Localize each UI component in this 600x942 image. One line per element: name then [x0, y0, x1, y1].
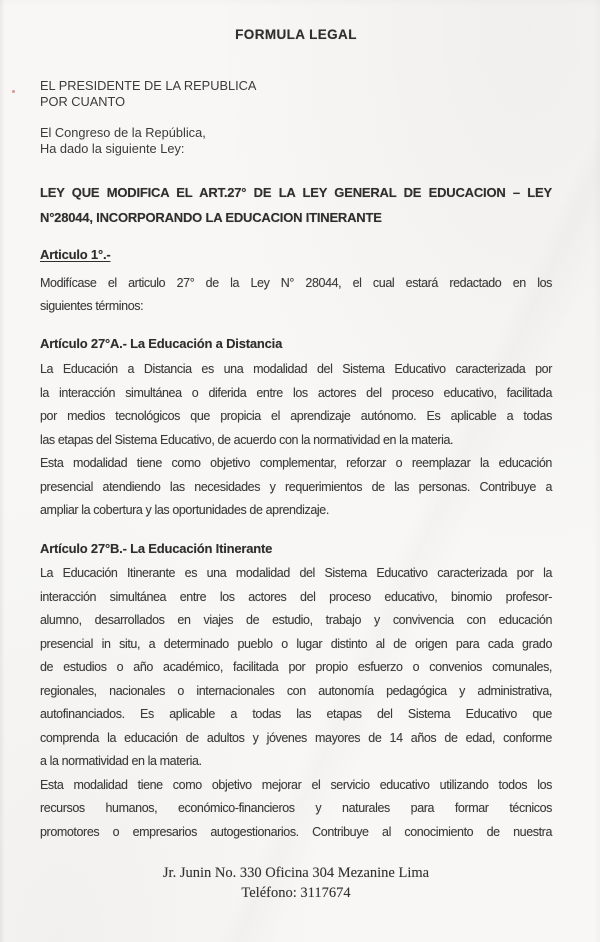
footer-phone: Teléfono: 3117674 [241, 884, 351, 901]
footer-block [40, 864, 552, 903]
body-line: la interacción simultánea o diferida entre los actores del proceso educativo, facilitada [40, 385, 552, 400]
body-line: La Educación Itinerante es una modalidad del Sistema Educativo caracterizada por la [40, 566, 552, 580]
article27a-heading: Artículo 27°A.- La Educación a Distancia [40, 335, 283, 351]
body-line: de estudios o año académico, facilitada por propio esfuerzo o convenios comunales, [40, 660, 552, 674]
body-line: promotores o empresarios autogestionarios. Contribuye al conocimiento de nuestra [40, 824, 552, 839]
congress-line: Ha dado la siguiente Ley: [40, 140, 185, 156]
article27a-body [40, 358, 552, 523]
preamble-block [40, 78, 552, 109]
body-line: presencial atendiendo las necesidades y requerimientos de las personas. Contribuye a [40, 479, 552, 494]
body-line: las etapas del Sistema Educativo, de acuerdo con la normatividad en la materia. [40, 432, 454, 447]
article27b-heading: Artículo 27°B.- La Educación Itinerante [40, 540, 273, 556]
body-line: recursos humanos, económico-financieros y naturales para formar técnicos [40, 801, 552, 815]
congress-line: El Congreso de la República, [40, 125, 206, 140]
body-line: comprenda la educación de adultos y jóvenes mayores de 14 años de edad, conforme [40, 730, 552, 745]
body-line: interacción simultánea entre los actores del proceso educativo, binomio profesor- [40, 589, 552, 604]
footer-address: Jr. Junin No. 330 Oficina 304 Mezanine Lima [162, 865, 430, 881]
article1-heading [40, 247, 552, 263]
body-line: alumno, desarrollados en viajes de estudio, trabajo y convivencia con educación [40, 613, 552, 627]
preamble-line-por-cuanto: POR CUANTO [40, 93, 126, 109]
body-line: a la normatividad en la materia. [40, 754, 202, 768]
article1-heading-text: Articulo 1°.- [40, 247, 111, 262]
body-line: Modifícase el articulo 27° de la Ley N° 28044, el cual estará redactado en los [40, 275, 552, 290]
preamble-line-presidente: EL PRESIDENTE DE LA REPUBLICA [40, 78, 257, 93]
article27b-body [40, 562, 552, 844]
law-title-line: N°28044, INCORPORANDO LA EDUCACION ITINERANTE [40, 209, 382, 225]
body-line: ampliar la cobertura y las oportunidades de aprendizaje. [40, 503, 329, 517]
body-line: La Educación a Distancia es una modalidad del Sistema Educativo caracterizada por [40, 362, 552, 376]
body-line: por medios tecnológicos que propicia el aprendizaje autónomo. Es aplicable a todas [40, 409, 552, 423]
document-title: FORMULA LEGAL [235, 27, 357, 42]
body-line: Esta modalidad tiene como objetivo mejorar el servicio educativo utilizando todos los [40, 777, 552, 792]
body-line: presencial in situ, a determinado pueblo o lugar distinto al de origen para cada grado [40, 636, 552, 651]
law-title-block [40, 181, 552, 230]
body-line: autofinanciados. Es aplicable a todas las etapas del Sistema Educativo que [40, 707, 552, 721]
congress-block [40, 125, 552, 156]
body-line: regionales, nacionales o internacionales con autonomía pedagógica y administrativa, [40, 683, 552, 698]
red-ink-speck [12, 90, 15, 93]
body-line: Esta modalidad tiene como objetivo complementar, reforzar o reemplazar la educación [40, 456, 552, 470]
law-title-line: LEY QUE MODIFICA EL ART.27° DE LA LEY GENERAL DE EDUCACION – LEY [40, 185, 552, 200]
article1-body [40, 272, 552, 319]
body-line: siguientes términos: [40, 299, 144, 313]
